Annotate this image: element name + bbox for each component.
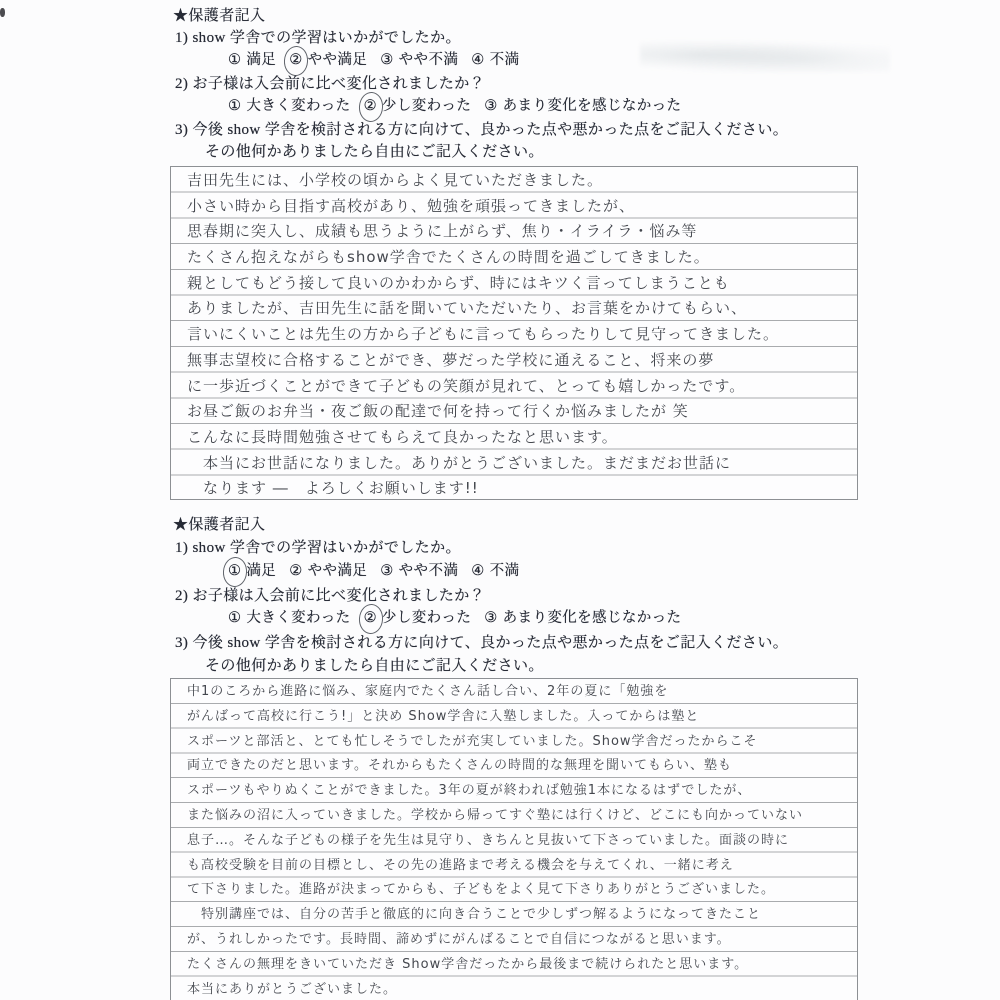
option-label: あまり変化を感じなかった	[502, 610, 682, 626]
option-label: やや満足	[307, 52, 368, 68]
handwriting-line	[171, 167, 857, 193]
handwriting-text: たくさんの無理をきいていただき Show学舎だったから最後まで続けられたと思います。	[187, 956, 749, 972]
form2-question3-label: 3) 今後 show 学舎を検討される方に向けて、良かった点や悪かった点をご記入ください。	[175, 635, 789, 651]
handwriting-line	[171, 902, 857, 927]
answer-option	[228, 98, 351, 114]
handwriting-text: 吉田先生には、小学校の頃からよく見ていただきました。	[187, 171, 604, 189]
handwriting-line	[171, 753, 857, 778]
answer-option	[289, 563, 367, 579]
handwriting-text: スポーツと部活と、とても忙しそうでしたが充実していました。Show学舎だったからこそ	[187, 733, 758, 749]
form1-question3-note: その他何かありましたら自由にご記入ください。	[205, 144, 544, 160]
option-label: あまり変化を感じなかった	[502, 98, 682, 114]
scan-smudge	[640, 40, 890, 72]
handwriting-line	[171, 398, 857, 424]
answer-option	[289, 52, 367, 68]
handwriting-text: 息子…。そんな子どもの様子を先生は見守り、きちんと見抜いて下さっていました。面談の時に	[187, 832, 790, 848]
option-number: ①	[228, 52, 242, 68]
handwriting-line	[171, 270, 857, 296]
handwriting-text: 本当にお世話になりました。ありがとうございました。まだまだお世話に	[187, 453, 732, 472]
handwriting-text: お昼ご飯のお弁当・夜ご飯の配達で何を持って行くか悩みましたが 笑	[187, 402, 689, 421]
handwriting-text: が、うれしかったです。長時間、諦めずにがんばることで自信につながると思います。	[187, 931, 731, 947]
handwriting-line	[171, 927, 857, 952]
answer-option	[471, 563, 519, 579]
option-label: 満足	[246, 52, 277, 68]
form2-header: ★保護者記入	[173, 517, 266, 533]
handwriting-line	[171, 729, 857, 754]
option-number: ②	[289, 52, 303, 68]
answer-option	[471, 52, 519, 68]
handwriting-line	[171, 877, 857, 902]
handwriting-text: 本当にありがとうございました。	[187, 981, 398, 997]
option-number: ③	[484, 98, 498, 114]
form1-question1-label: 1) show 学舎での学習はいかがでしたか。	[175, 30, 461, 46]
option-number: ④	[471, 563, 485, 579]
option-label: やや不満	[398, 52, 459, 68]
handwriting-text: も高校受験を目前の目標とし、その先の進路まで考える機会を与えてくれ、一緒に考え	[187, 857, 734, 873]
option-number: ③	[380, 563, 394, 579]
handwriting-line	[171, 803, 857, 828]
form1-question1-options	[228, 48, 532, 69]
handwriting-text: スポーツもやりぬくことができました。3年の夏が終われば勉強1本になるはずでしたが、	[187, 783, 752, 799]
answer-option	[364, 610, 472, 626]
handwriting-text: 両立できたのだと思います。それからもたくさんの時間的な無理を聞いてもらい、塾も	[187, 758, 732, 774]
answer-option	[484, 98, 681, 114]
handwriting-line	[171, 218, 857, 244]
handwriting-line	[171, 321, 857, 347]
option-number: ②	[363, 610, 377, 626]
handwriting-text: 小さい時から目指す高校があり、勉強を頑張ってきましたが、	[187, 196, 636, 215]
form1-question2-options	[228, 94, 694, 115]
handwriting-line	[171, 193, 857, 219]
answer-option	[380, 563, 458, 579]
option-number: ①	[228, 610, 242, 626]
handwriting-text: たくさん抱えながらもshow学舎でたくさんの時間を過ごしてきました。	[187, 248, 710, 267]
form2-question1-label: 1) show 学舎での学習はいかがでしたか。	[175, 540, 461, 556]
form2-question2-label: 2) お子様は入会前に比べ変化されましたか？	[175, 588, 486, 604]
handwriting-text: に一歩近づくことができて子どもの笑顔が見れて、とっても嬉しかったです。	[187, 376, 746, 395]
form2-question3-note: その他何かありましたら自由にご記入ください。	[205, 658, 544, 674]
handwriting-text: 親としてもどう接して良いのかわからず、時にはキツく言ってしまうことも	[187, 273, 730, 292]
form1-header: ★保護者記入	[173, 8, 266, 24]
answer-option	[228, 52, 276, 68]
option-label: 不満	[489, 52, 520, 68]
handwriting-text: 言いにくいことは先生の方から子どもに言ってもらったりして見守ってきました。	[187, 325, 780, 344]
option-label: 不満	[489, 563, 520, 579]
handwriting-text: 中1のころから進路に悩み、家庭内でたくさん話し合い、2年の夏に「勉強を	[187, 684, 669, 699]
handwriting-line	[171, 778, 857, 803]
option-number: ①	[228, 563, 242, 579]
form1-question2-label: 2) お子様は入会前に比べ変化されましたか？	[175, 76, 486, 92]
form1-handwriting-area	[170, 166, 858, 500]
option-number: ①	[228, 98, 242, 114]
option-label: 大きく変わった	[246, 98, 351, 114]
handwriting-line	[171, 244, 857, 270]
handwriting-text: こんなに長時間勉強させてもらえて良かったなと思います。	[187, 427, 618, 446]
handwriting-line	[171, 475, 857, 500]
handwriting-text: 思春期に突入し、成績も思うように上がらず、焦り・イライラ・悩み等	[187, 222, 698, 241]
scan-artifact-speck	[0, 8, 5, 17]
option-number: ③	[380, 52, 394, 68]
option-label: 大きく変わった	[246, 610, 351, 626]
handwriting-text: 無事志望校に合格することができ、夢だった学校に通えること、将来の夢	[187, 350, 715, 369]
handwriting-line	[171, 977, 857, 1000]
answer-option	[484, 610, 681, 626]
handwriting-text: がんばって高校に行こう!」と決め Show学舎に入塾しました。入ってからは塾と	[187, 708, 700, 724]
option-label: 少し変わった	[381, 98, 472, 114]
option-number: ②	[289, 563, 303, 579]
handwriting-line	[171, 853, 857, 878]
handwriting-line	[171, 704, 857, 729]
handwriting-line	[171, 679, 857, 704]
option-label: 満足	[246, 563, 277, 579]
handwriting-text: 特別講座では、自分の苦手と徹底的に向き合うことで少しずつ解るようになってきたこと	[187, 907, 762, 923]
handwriting-line	[171, 828, 857, 853]
answer-option	[228, 563, 276, 579]
handwriting-text: て下さりました。進路が決まってからも、子どもをよく見て下さりありがとうございました。	[187, 882, 776, 898]
handwriting-line	[171, 347, 857, 373]
form1-question3-label: 3) 今後 show 学舎を検討される方に向けて、良かった点や悪かった点をご記入ください。	[175, 122, 789, 138]
option-label: やや不満	[398, 563, 459, 579]
option-label: やや満足	[307, 563, 368, 579]
form2-handwriting-area	[170, 678, 858, 1000]
answer-option	[364, 98, 472, 114]
handwriting-text: なります ― よろしくお願いします!!	[187, 479, 479, 498]
handwriting-line	[171, 373, 857, 399]
handwriting-line	[171, 450, 857, 476]
option-number: ④	[471, 52, 485, 68]
form2-question1-options	[228, 559, 532, 580]
handwriting-line	[171, 295, 857, 321]
handwriting-text: ありましたが、吉田先生に話を聞いていただいたり、お言葉をかけてもらい、	[187, 299, 748, 318]
option-number: ②	[363, 98, 377, 114]
form2-question2-options	[228, 606, 694, 627]
handwriting-text: また悩みの沼に入っていきました。学校から帰ってすぐ塾には行くけど、どこにも向かっていない	[187, 807, 804, 823]
option-label: 少し変わった	[381, 610, 472, 626]
answer-option	[380, 52, 458, 68]
answer-option	[228, 610, 351, 626]
option-number: ③	[484, 610, 498, 626]
handwriting-line	[171, 424, 857, 450]
handwriting-line	[171, 952, 857, 977]
